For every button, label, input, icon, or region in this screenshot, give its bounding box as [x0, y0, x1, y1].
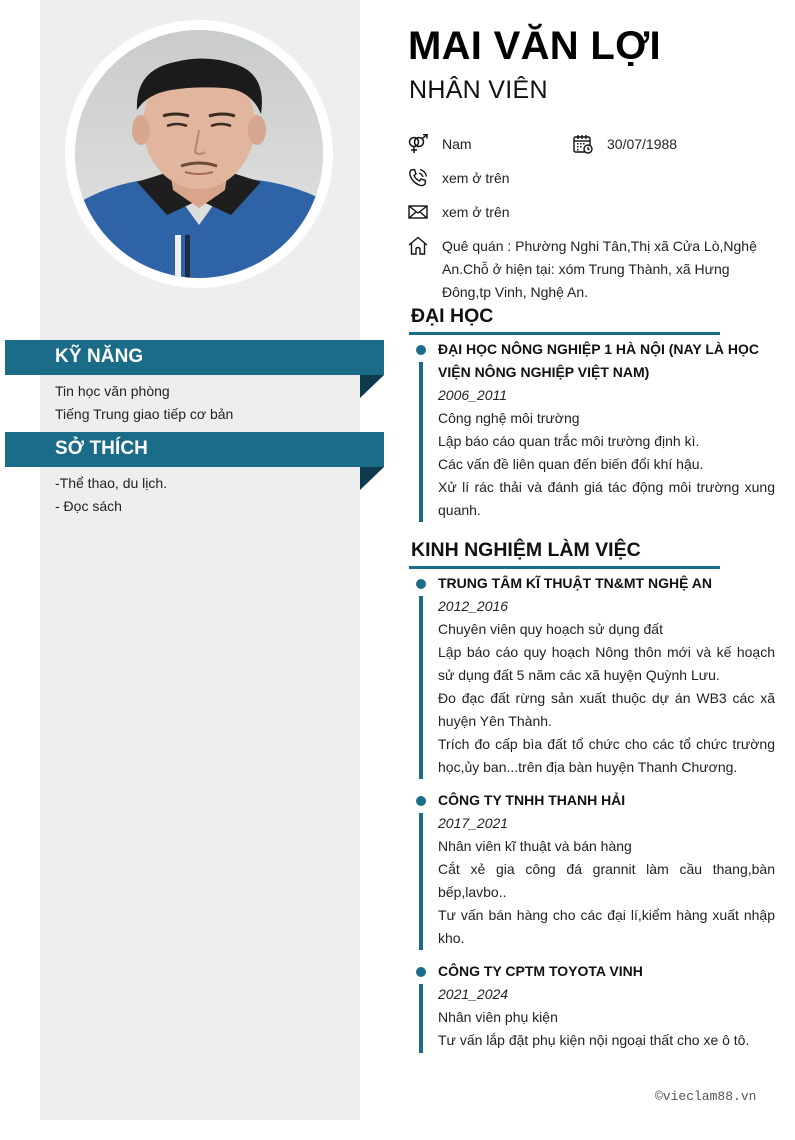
- phone-value: xem ở trên: [442, 170, 510, 186]
- experience-entry: [411, 960, 775, 1052]
- timeline-dot: [416, 796, 426, 806]
- skills-list: [55, 380, 233, 426]
- experience-title: KINH NGHIỆM LÀM VIỆC: [411, 539, 641, 561]
- education-detail: Công nghệ môi trường: [438, 410, 580, 426]
- timeline-dot: [416, 967, 426, 977]
- phone-icon: [407, 167, 429, 189]
- skill-item: Tiếng Trung giao tiếp cơ bản: [55, 406, 234, 422]
- hobby-item: - Đọc sách: [55, 498, 122, 514]
- hobby-item: -Thể thao, du lịch.: [55, 475, 168, 491]
- skill-item: Tin học văn phòng: [55, 383, 170, 399]
- experience-period: 2012_2016: [438, 598, 509, 614]
- hobbies-title: SỞ THÍCH: [55, 438, 149, 459]
- birthday-row: [572, 133, 677, 156]
- experience-company: CÔNG TY TNHH THANH HẢI: [438, 792, 626, 808]
- avatar-frame: [65, 20, 333, 288]
- ribbon-fold: [360, 375, 384, 398]
- address-value: Quê quán : Phường Nghi Tân,Thị xã Cửa Lò,Nghệ An.Chỗ ở hiện tại: xóm Trung Thành, xã Hưng Đông,tp Vinh, Nghệ An.: [442, 238, 757, 300]
- calendar-icon: [572, 133, 594, 155]
- avatar: [75, 30, 323, 278]
- gender-value: Nam: [442, 136, 472, 152]
- experience-detail: Tư vấn bán hàng cho các đại lí,kiểm hàng xuất nhập kho.: [438, 907, 775, 946]
- experience-detail: Tư vấn lắp đặt phụ kiện nội ngoại thất cho xe ô tô.: [438, 1032, 750, 1048]
- education-detail: Xử lí rác thải và đánh giá tác động môi trường xung quanh.: [438, 479, 775, 518]
- birthday-value: 30/07/1988: [607, 136, 678, 152]
- experience-entry: [411, 572, 775, 779]
- skills-title: KỸ NĂNG: [55, 346, 144, 367]
- timeline-dot: [416, 345, 426, 355]
- education-school: ĐẠI HỌC NÔNG NGHIỆP 1 HÀ NỘI (NAY LÀ HỌC VIỆN NÔNG NGHIỆP VIỆT NAM): [438, 341, 760, 380]
- email-row: [407, 201, 510, 224]
- candidate-name: MAI VĂN LỢI: [408, 24, 661, 68]
- education-period: 2006_2011: [438, 387, 508, 403]
- timeline-bar: [419, 984, 423, 1053]
- experience-period: 2017_2021: [438, 815, 509, 831]
- experience-company: TRUNG TÂM KĨ THUẬT TN&MT NGHỆ AN: [438, 575, 713, 591]
- education-title: ĐẠI HỌC: [411, 305, 494, 327]
- mail-icon: [407, 201, 429, 223]
- experience-detail: Nhân viên phụ kiện: [438, 1009, 558, 1025]
- ribbon-fold: [360, 467, 384, 490]
- timeline-bar: [419, 813, 423, 950]
- gender-row: [407, 133, 472, 156]
- home-icon: [407, 235, 429, 257]
- skills-section-header: [5, 340, 384, 375]
- education-entry: [411, 338, 775, 522]
- phone-row: [407, 167, 510, 190]
- email-value: xem ở trên: [442, 204, 510, 220]
- education-detail: Các vấn đề liên quan đến biến đổi khí hậu.: [438, 456, 704, 472]
- timeline-dot: [416, 579, 426, 589]
- experience-detail: Nhân viên kĩ thuật và bán hàng: [438, 838, 632, 854]
- education-detail: Lập báo cáo quan trắc môi trường định kì.: [438, 433, 700, 449]
- watermark: ©vieclam88.vn: [655, 1089, 757, 1104]
- timeline-bar: [419, 596, 423, 779]
- hobbies-section-header: [5, 432, 384, 467]
- experience-period: 2021_2024: [438, 986, 509, 1002]
- profile-photo: [75, 30, 323, 278]
- experience-detail: Cắt xẻ gia công đá grannit làm cầu thang,bàn bếp,lavbo..: [438, 861, 775, 900]
- experience-detail: Lập báo cáo quy hoạch Nông thôn mới và kế hoạch sử dụng đất 5 năm các xã huyện Quỳnh Lưu.: [438, 644, 775, 683]
- timeline-bar: [419, 362, 423, 522]
- education-divider: [409, 332, 720, 335]
- address-row: [407, 235, 775, 304]
- experience-detail: Trích đo cấp bìa đất tổ chức cho các tổ chức trường học,ủy ban...trên địa bàn huyện Thanh Chương.: [438, 736, 775, 775]
- experience-company: CÔNG TY CPTM TOYOTA VINH: [438, 963, 643, 979]
- hobbies-list: [55, 472, 167, 518]
- experience-detail: Đo đạc đất rừng sản xuất thuộc dự án WB3 các xã huyện Yên Thành.: [438, 690, 775, 729]
- experience-detail: Chuyên viên quy hoạch sử dụng đất: [438, 621, 663, 637]
- gender-icon: [407, 133, 429, 155]
- candidate-position: NHÂN VIÊN: [409, 76, 548, 104]
- experience-divider: [409, 566, 720, 569]
- experience-entry: [411, 789, 775, 950]
